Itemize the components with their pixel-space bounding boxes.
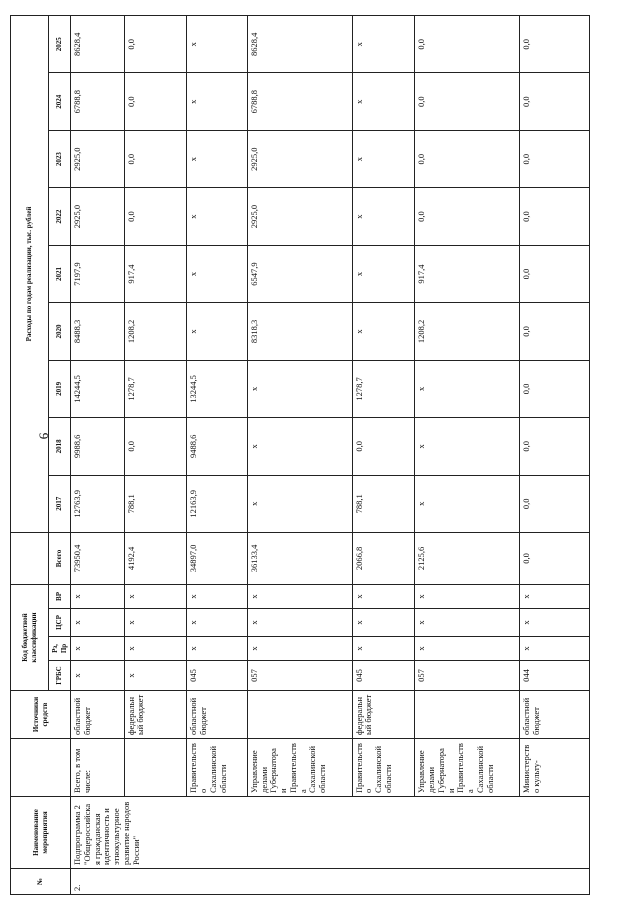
- year-value-cell: 6788,8: [247, 73, 352, 130]
- header-name: Наименование мероприятия: [11, 797, 71, 869]
- year-value-cell: 0,0: [352, 418, 415, 475]
- source-cell: федеральный бюджет: [352, 691, 415, 739]
- year-value-cell: 0,0: [415, 130, 520, 187]
- year-value-cell: 0,0: [520, 130, 590, 187]
- executor-cell: [124, 739, 187, 797]
- csr-cell: x: [124, 609, 187, 637]
- source-cell: областной бюджет: [71, 691, 125, 739]
- rotated-table-wrapper: [10, 15, 590, 895]
- year-value-cell: 6547,9: [247, 245, 352, 302]
- header-year: 2017: [49, 475, 71, 532]
- grbs-cell: 057: [247, 661, 352, 691]
- vr-cell: x: [247, 584, 352, 608]
- grbs-cell: 045: [352, 661, 415, 691]
- year-value-cell: 0,0: [520, 73, 590, 130]
- year-value-cell: 917,4: [415, 245, 520, 302]
- source-cell: [247, 691, 352, 739]
- executor-cell: Управление делами Губернатора и Правительства Сахалинской области: [415, 739, 520, 797]
- source-cell: областной бюджет: [187, 691, 248, 739]
- year-value-cell: 8628,4: [247, 16, 352, 73]
- executor-cell: Управление делами Губернатора и Правительства Сахалинской области: [247, 739, 352, 797]
- header-total: Всего: [49, 532, 71, 584]
- year-value-cell: 0,0: [124, 418, 187, 475]
- year-value-cell: 0,0: [520, 188, 590, 245]
- year-value-cell: 9488,6: [187, 418, 248, 475]
- year-value-cell: 0,0: [124, 188, 187, 245]
- source-cell: федеральный бюджет: [124, 691, 187, 739]
- year-value-cell: 2925,0: [71, 188, 125, 245]
- year-value-cell: 788,1: [352, 475, 415, 532]
- executor-cell: Правительство Сахалинской области: [187, 739, 248, 797]
- year-value-cell: 0,0: [124, 73, 187, 130]
- year-value-cell: 0,0: [520, 16, 590, 73]
- table-row: [247, 16, 352, 895]
- year-value-cell: 9988,6: [71, 418, 125, 475]
- header-expenses-blank: [11, 532, 49, 584]
- total-cell: 73950,4: [71, 532, 125, 584]
- year-value-cell: 0,0: [415, 73, 520, 130]
- year-value-cell: 0,0: [415, 188, 520, 245]
- year-value-cell: x: [352, 73, 415, 130]
- year-value-cell: x: [415, 360, 520, 417]
- header-year: 2024: [49, 73, 71, 130]
- table-row: [352, 16, 415, 895]
- csr-cell: x: [247, 609, 352, 637]
- vr-cell: x: [415, 584, 520, 608]
- year-value-cell: x: [352, 303, 415, 360]
- header-expenses: Расходы по годам реализации, тыс. рублей: [11, 16, 49, 533]
- table-row: [415, 16, 520, 895]
- header-year: 2022: [49, 188, 71, 245]
- grbs-cell: 057: [415, 661, 520, 691]
- year-value-cell: 14244,5: [71, 360, 125, 417]
- year-value-cell: 0,0: [520, 418, 590, 475]
- total-cell: 4192,4: [124, 532, 187, 584]
- executor-cell: Правительство Сахалинской области: [352, 739, 415, 797]
- rzpr-cell: x: [247, 637, 352, 661]
- executor-cell: Министерство культу-: [520, 739, 590, 797]
- csr-cell: x: [71, 609, 125, 637]
- year-value-cell: x: [187, 73, 248, 130]
- header-vr: ВР: [49, 584, 71, 608]
- year-value-cell: 8628,4: [71, 16, 125, 73]
- rzpr-cell: x: [415, 637, 520, 661]
- csr-cell: x: [352, 609, 415, 637]
- year-value-cell: x: [187, 16, 248, 73]
- row-number: 2.: [71, 869, 590, 895]
- csr-cell: x: [520, 609, 590, 637]
- csr-cell: x: [415, 609, 520, 637]
- expenses-table: [10, 15, 590, 895]
- year-value-cell: 1208,2: [124, 303, 187, 360]
- grbs-cell: x: [124, 661, 187, 691]
- year-value-cell: x: [187, 245, 248, 302]
- year-value-cell: 12163,9: [187, 475, 248, 532]
- rzpr-cell: x: [352, 637, 415, 661]
- year-value-cell: 0,0: [415, 16, 520, 73]
- year-value-cell: x: [415, 475, 520, 532]
- header-year: 2023: [49, 130, 71, 187]
- year-value-cell: 0,0: [124, 130, 187, 187]
- header-year: 2021: [49, 245, 71, 302]
- header-executor-blank: [11, 739, 71, 797]
- year-value-cell: 2925,0: [71, 130, 125, 187]
- total-cell: 34897,0: [187, 532, 248, 584]
- year-value-cell: 0,0: [124, 16, 187, 73]
- year-value-cell: 917,4: [124, 245, 187, 302]
- year-value-cell: 2925,0: [247, 188, 352, 245]
- year-value-cell: 1208,2: [415, 303, 520, 360]
- year-value-cell: x: [187, 303, 248, 360]
- year-value-cell: 6788,8: [71, 73, 125, 130]
- rzpr-cell: x: [520, 637, 590, 661]
- header-num: №: [11, 869, 71, 895]
- header-csr: ЦСР: [49, 609, 71, 637]
- grbs-cell: 044: [520, 661, 590, 691]
- rzpr-cell: x: [71, 637, 125, 661]
- vr-cell: x: [520, 584, 590, 608]
- header-grbs: ГРБС: [49, 661, 71, 691]
- header-source: Источники средств: [11, 691, 71, 739]
- executor-cell: Всего, в том числе:: [71, 739, 125, 797]
- year-value-cell: x: [352, 130, 415, 187]
- year-value-cell: 1278,7: [124, 360, 187, 417]
- grbs-cell: x: [71, 661, 125, 691]
- table-row: [187, 16, 248, 895]
- year-value-cell: x: [247, 360, 352, 417]
- year-value-cell: 1278,7: [352, 360, 415, 417]
- header-year: 2019: [49, 360, 71, 417]
- rzpr-cell: x: [187, 637, 248, 661]
- total-cell: 2125,6: [415, 532, 520, 584]
- header-year: 2020: [49, 303, 71, 360]
- table-row: [520, 16, 590, 895]
- year-value-cell: 0,0: [520, 245, 590, 302]
- year-value-cell: x: [415, 418, 520, 475]
- table-row: [124, 16, 187, 895]
- vr-cell: x: [71, 584, 125, 608]
- vr-cell: x: [187, 584, 248, 608]
- grbs-cell: 045: [187, 661, 248, 691]
- year-value-cell: 0,0: [520, 360, 590, 417]
- year-value-cell: 2925,0: [247, 130, 352, 187]
- year-value-cell: 8318,3: [247, 303, 352, 360]
- year-value-cell: 7197,9: [71, 245, 125, 302]
- page-number: 9: [36, 432, 52, 440]
- total-cell: 0,0: [520, 532, 590, 584]
- year-value-cell: 0,0: [520, 303, 590, 360]
- header-year: 2025: [49, 16, 71, 73]
- year-value-cell: x: [352, 16, 415, 73]
- year-value-cell: 0,0: [520, 475, 590, 532]
- year-value-cell: x: [352, 245, 415, 302]
- vr-cell: x: [352, 584, 415, 608]
- csr-cell: x: [187, 609, 248, 637]
- header-rzpr: Рз, Пр: [49, 637, 71, 661]
- year-value-cell: 8488,3: [71, 303, 125, 360]
- vr-cell: x: [124, 584, 187, 608]
- header-year: 2018: [49, 418, 71, 475]
- year-value-cell: 13244,5: [187, 360, 248, 417]
- source-cell: [415, 691, 520, 739]
- program-name: Подпрограмма 2 "Общероссийская гражданская идентичность и этнокультурное развитие народов России": [71, 797, 590, 869]
- total-cell: 36133,4: [247, 532, 352, 584]
- year-value-cell: 12763,9: [71, 475, 125, 532]
- year-value-cell: x: [247, 475, 352, 532]
- year-value-cell: x: [247, 418, 352, 475]
- total-cell: 2066,8: [352, 532, 415, 584]
- year-value-cell: x: [352, 188, 415, 245]
- table-row: [71, 16, 125, 895]
- year-value-cell: 788,1: [124, 475, 187, 532]
- year-value-cell: x: [187, 188, 248, 245]
- header-budget-code: Код бюджетной классификации: [11, 584, 49, 690]
- source-cell: областной бюджет: [520, 691, 590, 739]
- year-value-cell: x: [187, 130, 248, 187]
- rzpr-cell: x: [124, 637, 187, 661]
